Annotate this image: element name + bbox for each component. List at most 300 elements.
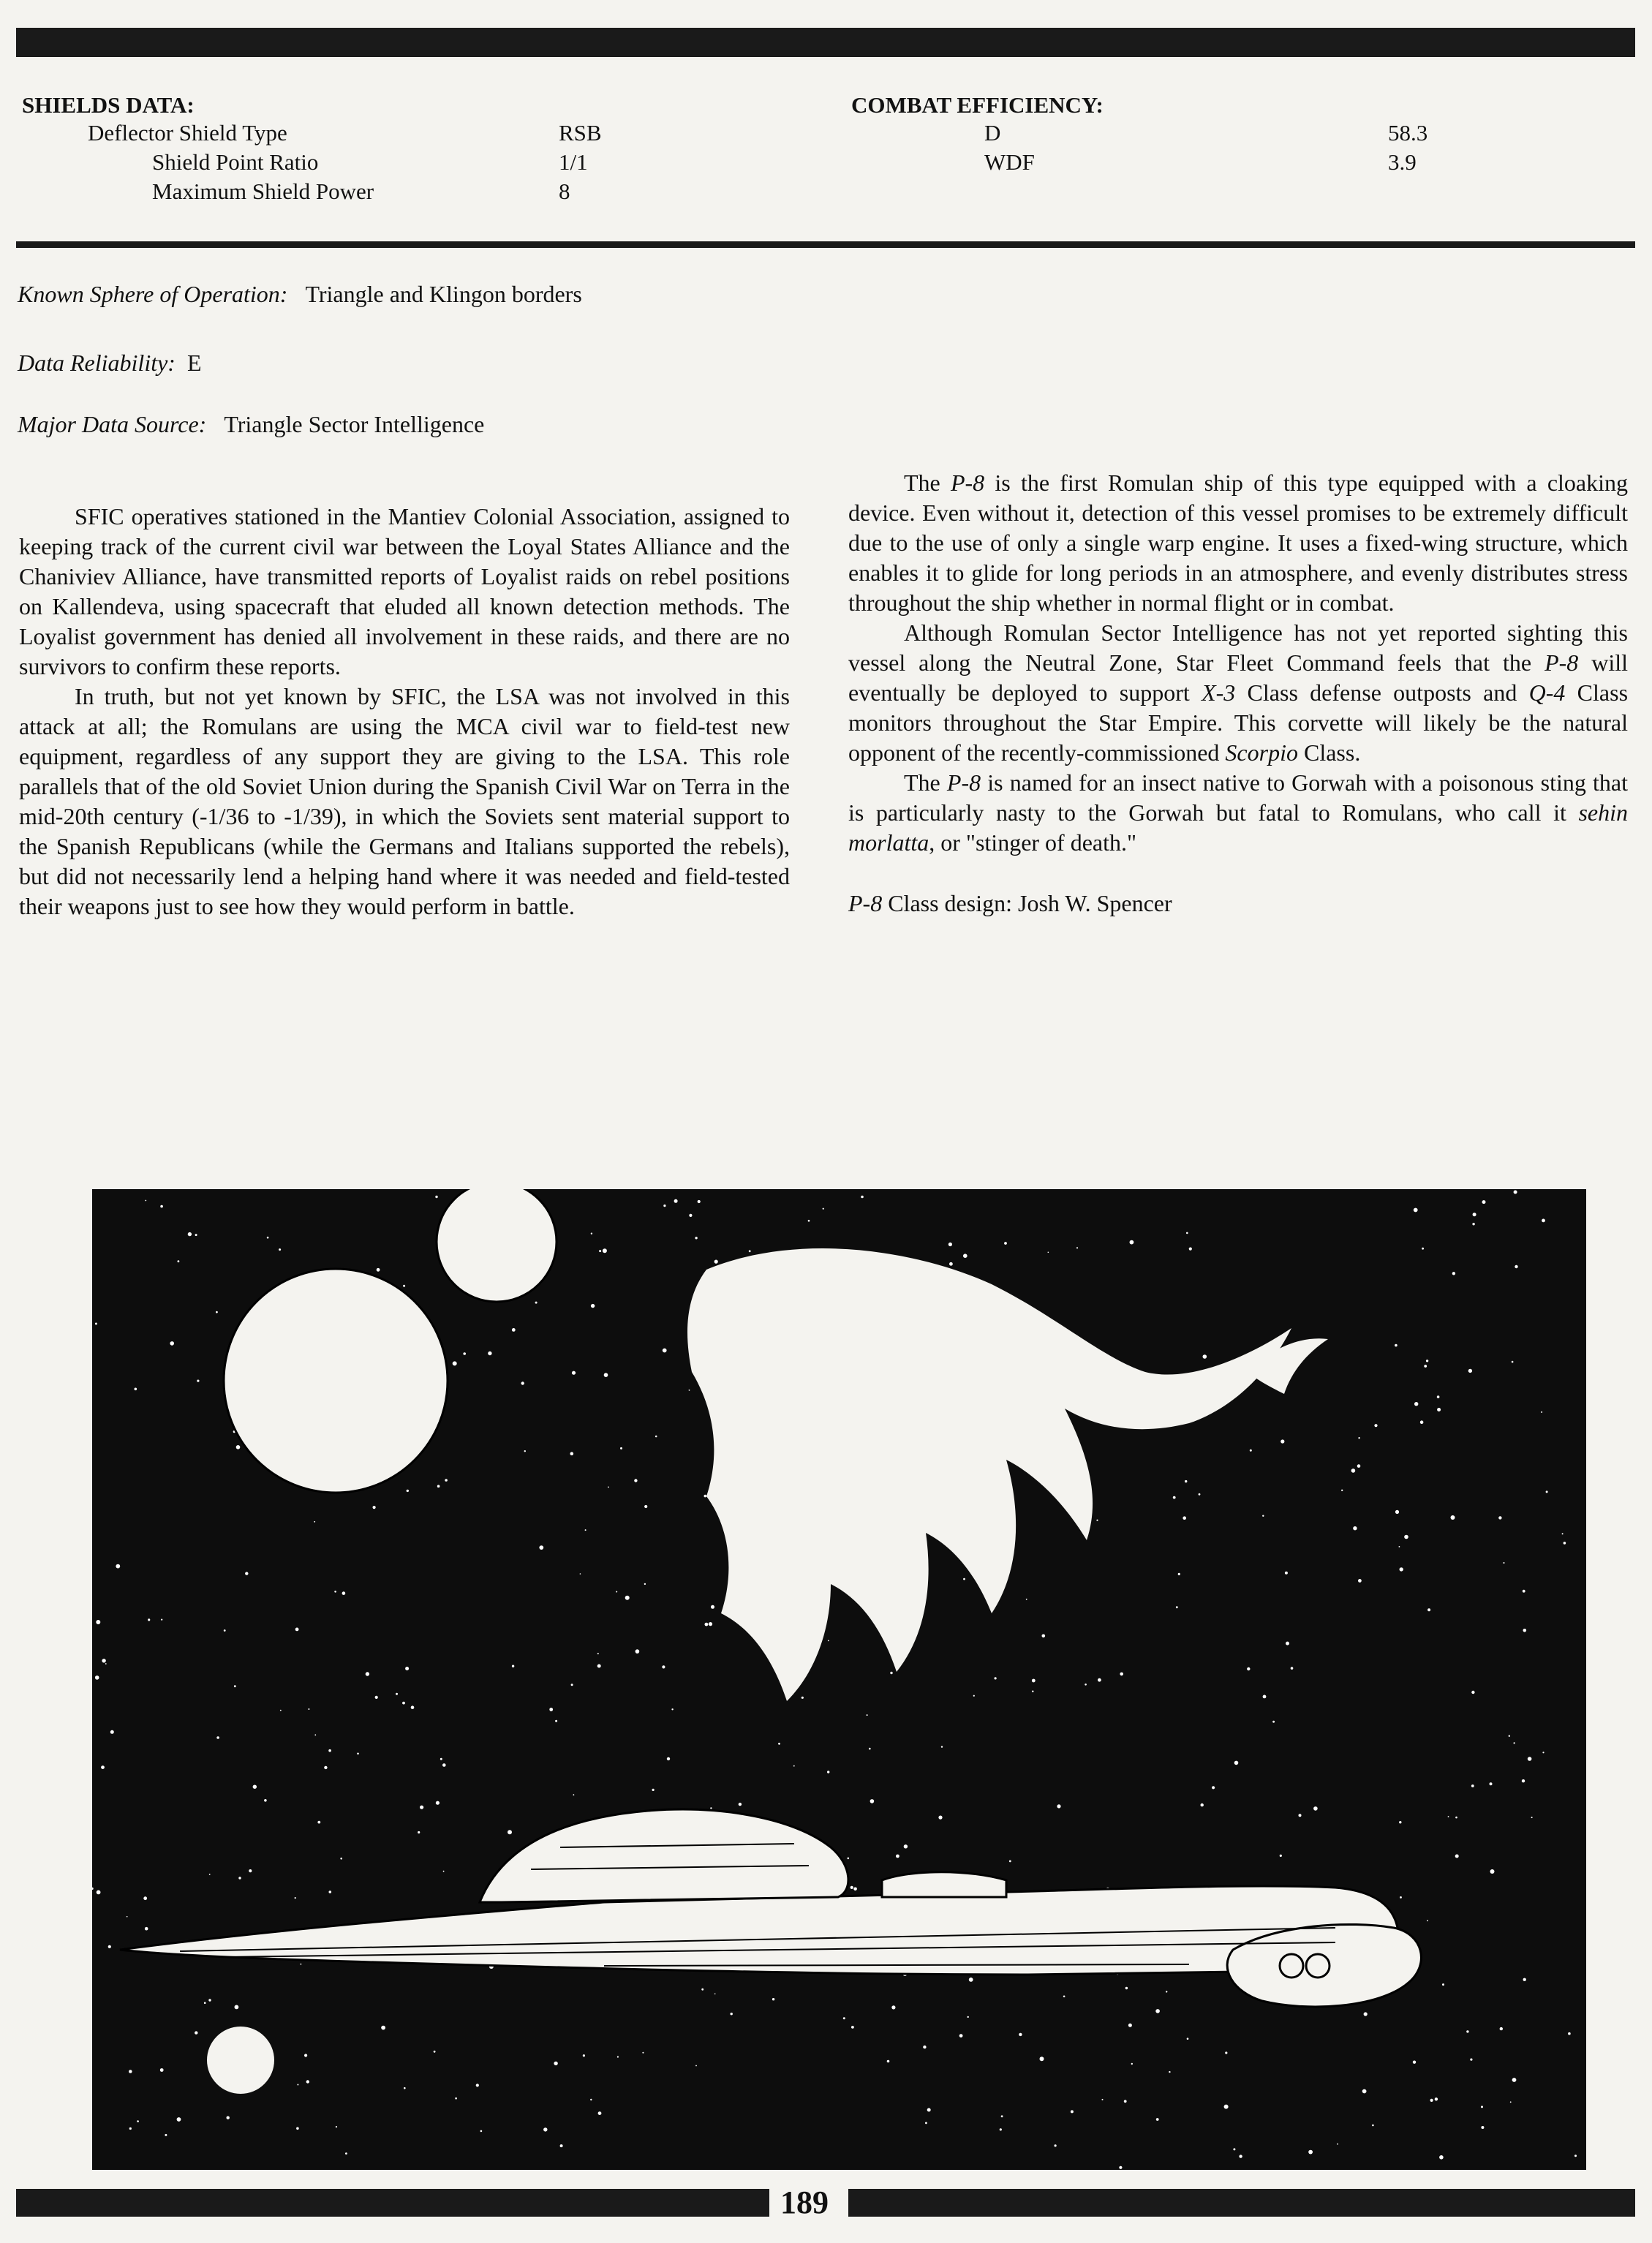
star [709, 1622, 712, 1626]
star [904, 1844, 908, 1848]
star [1183, 1516, 1186, 1520]
star [224, 1629, 226, 1632]
star [1422, 1248, 1424, 1250]
star [603, 1248, 607, 1253]
star [1451, 1515, 1455, 1520]
star [101, 1765, 105, 1769]
star [308, 1708, 309, 1710]
star [463, 1352, 466, 1355]
star [1514, 1191, 1517, 1194]
shields-heading: SHIELDS DATA: [22, 92, 195, 118]
star [710, 1807, 712, 1809]
star [539, 1545, 543, 1550]
star [188, 1232, 192, 1236]
star [625, 1596, 630, 1600]
star [995, 1677, 997, 1679]
star [1001, 2115, 1003, 2117]
star [793, 1765, 795, 1767]
star [1523, 1629, 1527, 1632]
star [1169, 2071, 1170, 2073]
star [1512, 2078, 1517, 2082]
star [208, 1999, 211, 2001]
star [129, 2127, 132, 2130]
star [1424, 1365, 1427, 1368]
star [135, 1388, 137, 1391]
star [235, 2005, 239, 2010]
star [329, 1890, 332, 1893]
star [580, 1573, 581, 1575]
star [1281, 1439, 1284, 1443]
star [357, 1753, 359, 1755]
star [264, 1799, 267, 1802]
star [234, 1685, 236, 1687]
star [377, 1268, 380, 1272]
star [373, 1506, 376, 1509]
star [1263, 1695, 1267, 1699]
star [443, 1871, 445, 1872]
star [1498, 1516, 1501, 1519]
star [1009, 1861, 1011, 1863]
star [923, 2046, 926, 2048]
star [1337, 2144, 1338, 2145]
star [560, 2144, 563, 2147]
star [1187, 2037, 1189, 2040]
star [1351, 1469, 1356, 1473]
star [1481, 2106, 1483, 2108]
star [96, 1620, 100, 1624]
star [1032, 1691, 1033, 1692]
left-paragraph-2: In truth, but not yet known by SFIC, the LSA was not involved in this attack at all; the Romulans are using the MCA civil war to field-test new equipment, regardless of any support they are giving to the LSA. This role parallels that of the old Soviet Union during the Spanish Civil War on Terra in the mid-20th century (-1/36 to -1/39), in which the Soviets sent material support to the Spanish Republicans (while the Germans and Italians supported the rebels), but did not necessarily lend a helping hand where it was needed and field-tested their weapons just to see how they would perform in battle. [19, 683, 790, 919]
footer-rule-left [16, 2189, 769, 2217]
star [608, 1487, 609, 1488]
star [1399, 1821, 1401, 1823]
star [1358, 1437, 1359, 1439]
star [597, 1653, 599, 1654]
star [555, 1720, 557, 1722]
star [1032, 1679, 1036, 1683]
star [1178, 1573, 1180, 1575]
star [396, 1693, 398, 1695]
star [714, 1260, 718, 1264]
star [1096, 1520, 1098, 1521]
star [617, 2056, 619, 2057]
star [1531, 1817, 1533, 1818]
star [1285, 1572, 1288, 1575]
star [1120, 1673, 1123, 1676]
major-data-source: Major Data Source: Triangle Sector Intelligence [18, 411, 485, 437]
star [1452, 1272, 1455, 1275]
star [1234, 1761, 1239, 1765]
star [404, 2087, 406, 2089]
star [590, 2099, 592, 2100]
large-moon [224, 1269, 448, 1493]
star [1514, 1742, 1515, 1743]
star [1186, 1232, 1188, 1234]
star [1040, 2057, 1044, 2061]
star [1313, 1806, 1318, 1811]
star [1455, 1855, 1459, 1858]
star [521, 1381, 524, 1384]
star [1131, 2063, 1133, 2065]
star [1455, 1817, 1457, 1819]
star [808, 1220, 810, 1222]
star [336, 2126, 337, 2127]
shield-type-label: Deflector Shield Type [88, 120, 287, 146]
star [195, 2031, 197, 2034]
star [850, 1886, 853, 1889]
star [1362, 2089, 1367, 2094]
upper-moon [437, 1189, 557, 1302]
star [828, 1640, 829, 1642]
star [177, 2117, 181, 2122]
star [236, 1445, 241, 1450]
shield-ratio-value: 1/1 [559, 149, 588, 175]
sphere-of-operation: Known Sphere of Operation: Triangle and Klingon borders [18, 281, 582, 307]
right-column [848, 468, 1628, 919]
star [249, 1869, 252, 1872]
star [851, 2026, 854, 2029]
combat-heading: COMBAT EFFICIENCY: [851, 92, 1104, 118]
star [238, 1877, 241, 1879]
star [160, 1205, 163, 1208]
right-paragraph-1: The P-8 is the first Romulan ship of this type equipped with a cloaking device. Even without it, detection of this vessel promises to be extremely difficult due to the use of only a single warp engine. It uses a fixed-wing structure, which enables it to glide for long periods in an atmosphere, and evenly distributes stress throughout the ship whether in normal flight or in combat. [848, 470, 1629, 616]
star [418, 1831, 420, 1833]
star [1085, 1684, 1087, 1686]
star [340, 1858, 342, 1860]
star [145, 1200, 146, 1202]
star [328, 1749, 331, 1752]
star [1225, 2051, 1227, 2054]
star [436, 1801, 440, 1805]
star [1076, 1247, 1078, 1248]
star [296, 2127, 299, 2130]
star [1471, 1691, 1474, 1694]
star [571, 1684, 573, 1686]
star [297, 2084, 298, 2086]
star [938, 1816, 942, 1820]
star [591, 1233, 592, 1234]
star [869, 1748, 871, 1750]
star [731, 2013, 733, 2015]
star [1437, 1395, 1440, 1398]
shield-ratio-label: Shield Point Ratio [152, 149, 319, 175]
left-paragraph-1: SFIC operatives stationed in the Mantiev Colonial Association, assigned to keeping track of the current civil war between the Loyal States Alliance and the Chaniviev Alliance, have transmitted reports of Loyalist raids on rebel positions on Kallendeva, using spacecraft that eluded all known detection methods. The Loyalist government has denied all involvement in these raids, and there are no survivors to confirm these reports. [19, 503, 790, 679]
star [823, 1208, 824, 1210]
star [896, 1855, 899, 1858]
star [698, 1200, 701, 1203]
star [973, 1695, 975, 1697]
star [1128, 2024, 1132, 2027]
star [674, 1199, 678, 1203]
star [1280, 1855, 1282, 1857]
star [554, 2062, 557, 2065]
small-moon [207, 2027, 274, 2094]
star [342, 1591, 346, 1595]
star [644, 1505, 647, 1508]
star [585, 1529, 587, 1531]
combat-wdf-value: 3.9 [1388, 149, 1417, 175]
star [1413, 2061, 1416, 2064]
star [570, 1452, 574, 1455]
star [267, 1237, 269, 1239]
star [941, 1746, 943, 1747]
star [102, 1659, 105, 1662]
star [963, 1578, 965, 1580]
star [407, 1490, 409, 1492]
star [890, 1672, 892, 1674]
star [1098, 1678, 1101, 1682]
star [512, 1665, 514, 1667]
star [216, 1311, 218, 1313]
star [334, 1591, 336, 1593]
star [1395, 1510, 1399, 1514]
star [1299, 1814, 1302, 1817]
star [488, 1352, 491, 1355]
star [1000, 2128, 1002, 2130]
star [245, 1572, 248, 1575]
star [110, 1730, 114, 1734]
star [1358, 1579, 1362, 1583]
star [1541, 1411, 1542, 1413]
combat-d-label: D [984, 120, 1001, 146]
star [1019, 2033, 1022, 2036]
right-paragraph-3: The P-8 is named for an insect native to Gorwah with a poisonous sting that is particularly nasty to the Gorwah but fatal to Romulans, who call it sehin morlatta, or "stinger of death." [848, 769, 1629, 856]
star [227, 2116, 230, 2119]
star [848, 1858, 850, 1860]
star [1055, 2144, 1057, 2146]
star [1048, 1252, 1049, 1254]
star [314, 1734, 316, 1735]
star [1500, 2027, 1503, 2030]
starship-illustration [92, 1189, 1586, 2170]
star [375, 1696, 378, 1699]
combat-wdf-label: WDF [984, 149, 1035, 175]
star [1102, 2099, 1104, 2100]
star [663, 1349, 667, 1353]
star [95, 1323, 97, 1325]
star [108, 1945, 111, 1948]
star [598, 2111, 602, 2115]
star [253, 1785, 257, 1789]
star [543, 2127, 547, 2131]
star [695, 1237, 697, 1239]
star [599, 1250, 601, 1252]
star [1426, 1360, 1428, 1362]
star [663, 1205, 665, 1207]
star [1063, 1996, 1065, 1998]
star [366, 1672, 369, 1675]
star [802, 1697, 804, 1699]
star [1546, 1490, 1548, 1493]
star [1490, 1782, 1493, 1785]
star [306, 2080, 309, 2083]
star [1515, 1265, 1517, 1268]
star [778, 1743, 780, 1745]
star [1466, 2030, 1468, 2032]
star [1071, 2110, 1074, 2113]
star [887, 2060, 890, 2063]
star [1430, 2099, 1433, 2102]
star [1173, 1496, 1176, 1499]
data-reliability: Data Reliability: E [18, 350, 202, 376]
star [948, 1243, 952, 1246]
star [1308, 2150, 1313, 2155]
star [667, 1757, 670, 1760]
star [1176, 1606, 1178, 1608]
star [216, 1736, 219, 1739]
star [549, 1708, 553, 1711]
star [402, 1702, 405, 1705]
star [949, 1262, 953, 1266]
star [1399, 1546, 1400, 1548]
star [867, 1714, 868, 1716]
star [604, 1373, 608, 1377]
star [314, 1521, 315, 1523]
star [635, 1649, 640, 1654]
star [1233, 2148, 1235, 2150]
star [1124, 2100, 1127, 2103]
star [1400, 1567, 1403, 1571]
design-credit: P-8 Class design: Josh W. Spencer [848, 890, 1172, 916]
star [345, 2152, 347, 2155]
star [95, 1675, 99, 1680]
star [1564, 1542, 1566, 1545]
star [662, 1665, 665, 1668]
star [435, 1196, 437, 1198]
star [127, 1916, 128, 1918]
star [403, 1285, 405, 1287]
star [1395, 1344, 1398, 1347]
star [453, 1361, 457, 1365]
star [1341, 1490, 1343, 1491]
star [1404, 1535, 1408, 1539]
star [1442, 1983, 1444, 1986]
star [437, 1485, 440, 1488]
star [655, 1436, 657, 1438]
star [1439, 2155, 1444, 2160]
star [1203, 1354, 1207, 1359]
star [870, 1799, 875, 1803]
star [1130, 1240, 1134, 1245]
star [1490, 1869, 1495, 1874]
star [927, 2108, 931, 2112]
star [524, 1450, 526, 1452]
star [620, 1447, 622, 1450]
star [204, 2002, 206, 2004]
star [634, 1479, 637, 1482]
star [160, 2068, 164, 2072]
star [1291, 1667, 1294, 1670]
star [963, 1254, 968, 1258]
star [1414, 1402, 1418, 1406]
star [405, 1667, 409, 1670]
star [1166, 1991, 1167, 1992]
star [1481, 2126, 1484, 2129]
star [1156, 2118, 1159, 2121]
star [616, 1591, 617, 1593]
star [1414, 1208, 1418, 1213]
star [1523, 1590, 1525, 1593]
star [969, 1978, 973, 1982]
top-rule [16, 28, 1635, 57]
shield-power-value: 8 [559, 178, 570, 204]
star [652, 1789, 655, 1791]
star [1482, 1200, 1486, 1204]
star [1185, 1480, 1187, 1482]
star [1512, 1361, 1514, 1363]
star [145, 1927, 148, 1931]
star [1568, 2032, 1571, 2035]
star [1224, 2105, 1229, 2109]
star [170, 1341, 174, 1346]
star [597, 1665, 601, 1668]
star [1435, 2097, 1438, 2100]
star [671, 1708, 673, 1710]
star [178, 1260, 180, 1262]
star [1510, 2101, 1512, 2103]
star [1374, 1424, 1377, 1427]
star [440, 1758, 442, 1760]
star [1004, 1242, 1007, 1245]
star [195, 1234, 197, 1236]
star [959, 2034, 963, 2037]
star [1523, 1978, 1526, 1981]
star [301, 1964, 302, 1965]
star [1119, 2166, 1122, 2169]
star [573, 1794, 575, 1795]
star [701, 1988, 704, 1991]
star [137, 2120, 139, 2122]
star [968, 2016, 969, 2018]
star [1247, 1667, 1250, 1670]
star [1189, 1248, 1192, 1251]
star [1471, 1784, 1474, 1787]
star [1472, 1223, 1474, 1225]
star [304, 2054, 307, 2057]
star [442, 1763, 446, 1767]
star [853, 1888, 857, 1891]
star [1364, 2012, 1368, 2016]
star [705, 1623, 709, 1626]
star [689, 1390, 690, 1391]
star [535, 1302, 538, 1304]
star [1057, 1804, 1060, 1808]
star [644, 1583, 646, 1585]
star [148, 1618, 150, 1621]
star [420, 1806, 423, 1809]
footer-rule-right [848, 2189, 1635, 2217]
star [925, 2122, 927, 2125]
shield-power-label: Maximum Shield Power [152, 178, 374, 204]
star [1239, 2155, 1242, 2157]
star [1427, 1608, 1430, 1611]
star [1542, 1219, 1545, 1223]
star [116, 1564, 120, 1569]
star [1250, 1450, 1252, 1452]
star [1427, 1920, 1428, 1921]
star [512, 1328, 516, 1332]
star [695, 2065, 697, 2067]
star [861, 1196, 864, 1199]
star [381, 2026, 385, 2030]
star [1522, 1779, 1525, 1782]
star [324, 1766, 327, 1769]
star [1468, 1369, 1472, 1373]
star [1353, 1526, 1357, 1530]
star [1199, 1493, 1201, 1496]
star [1437, 1408, 1441, 1411]
star [1509, 1735, 1510, 1737]
